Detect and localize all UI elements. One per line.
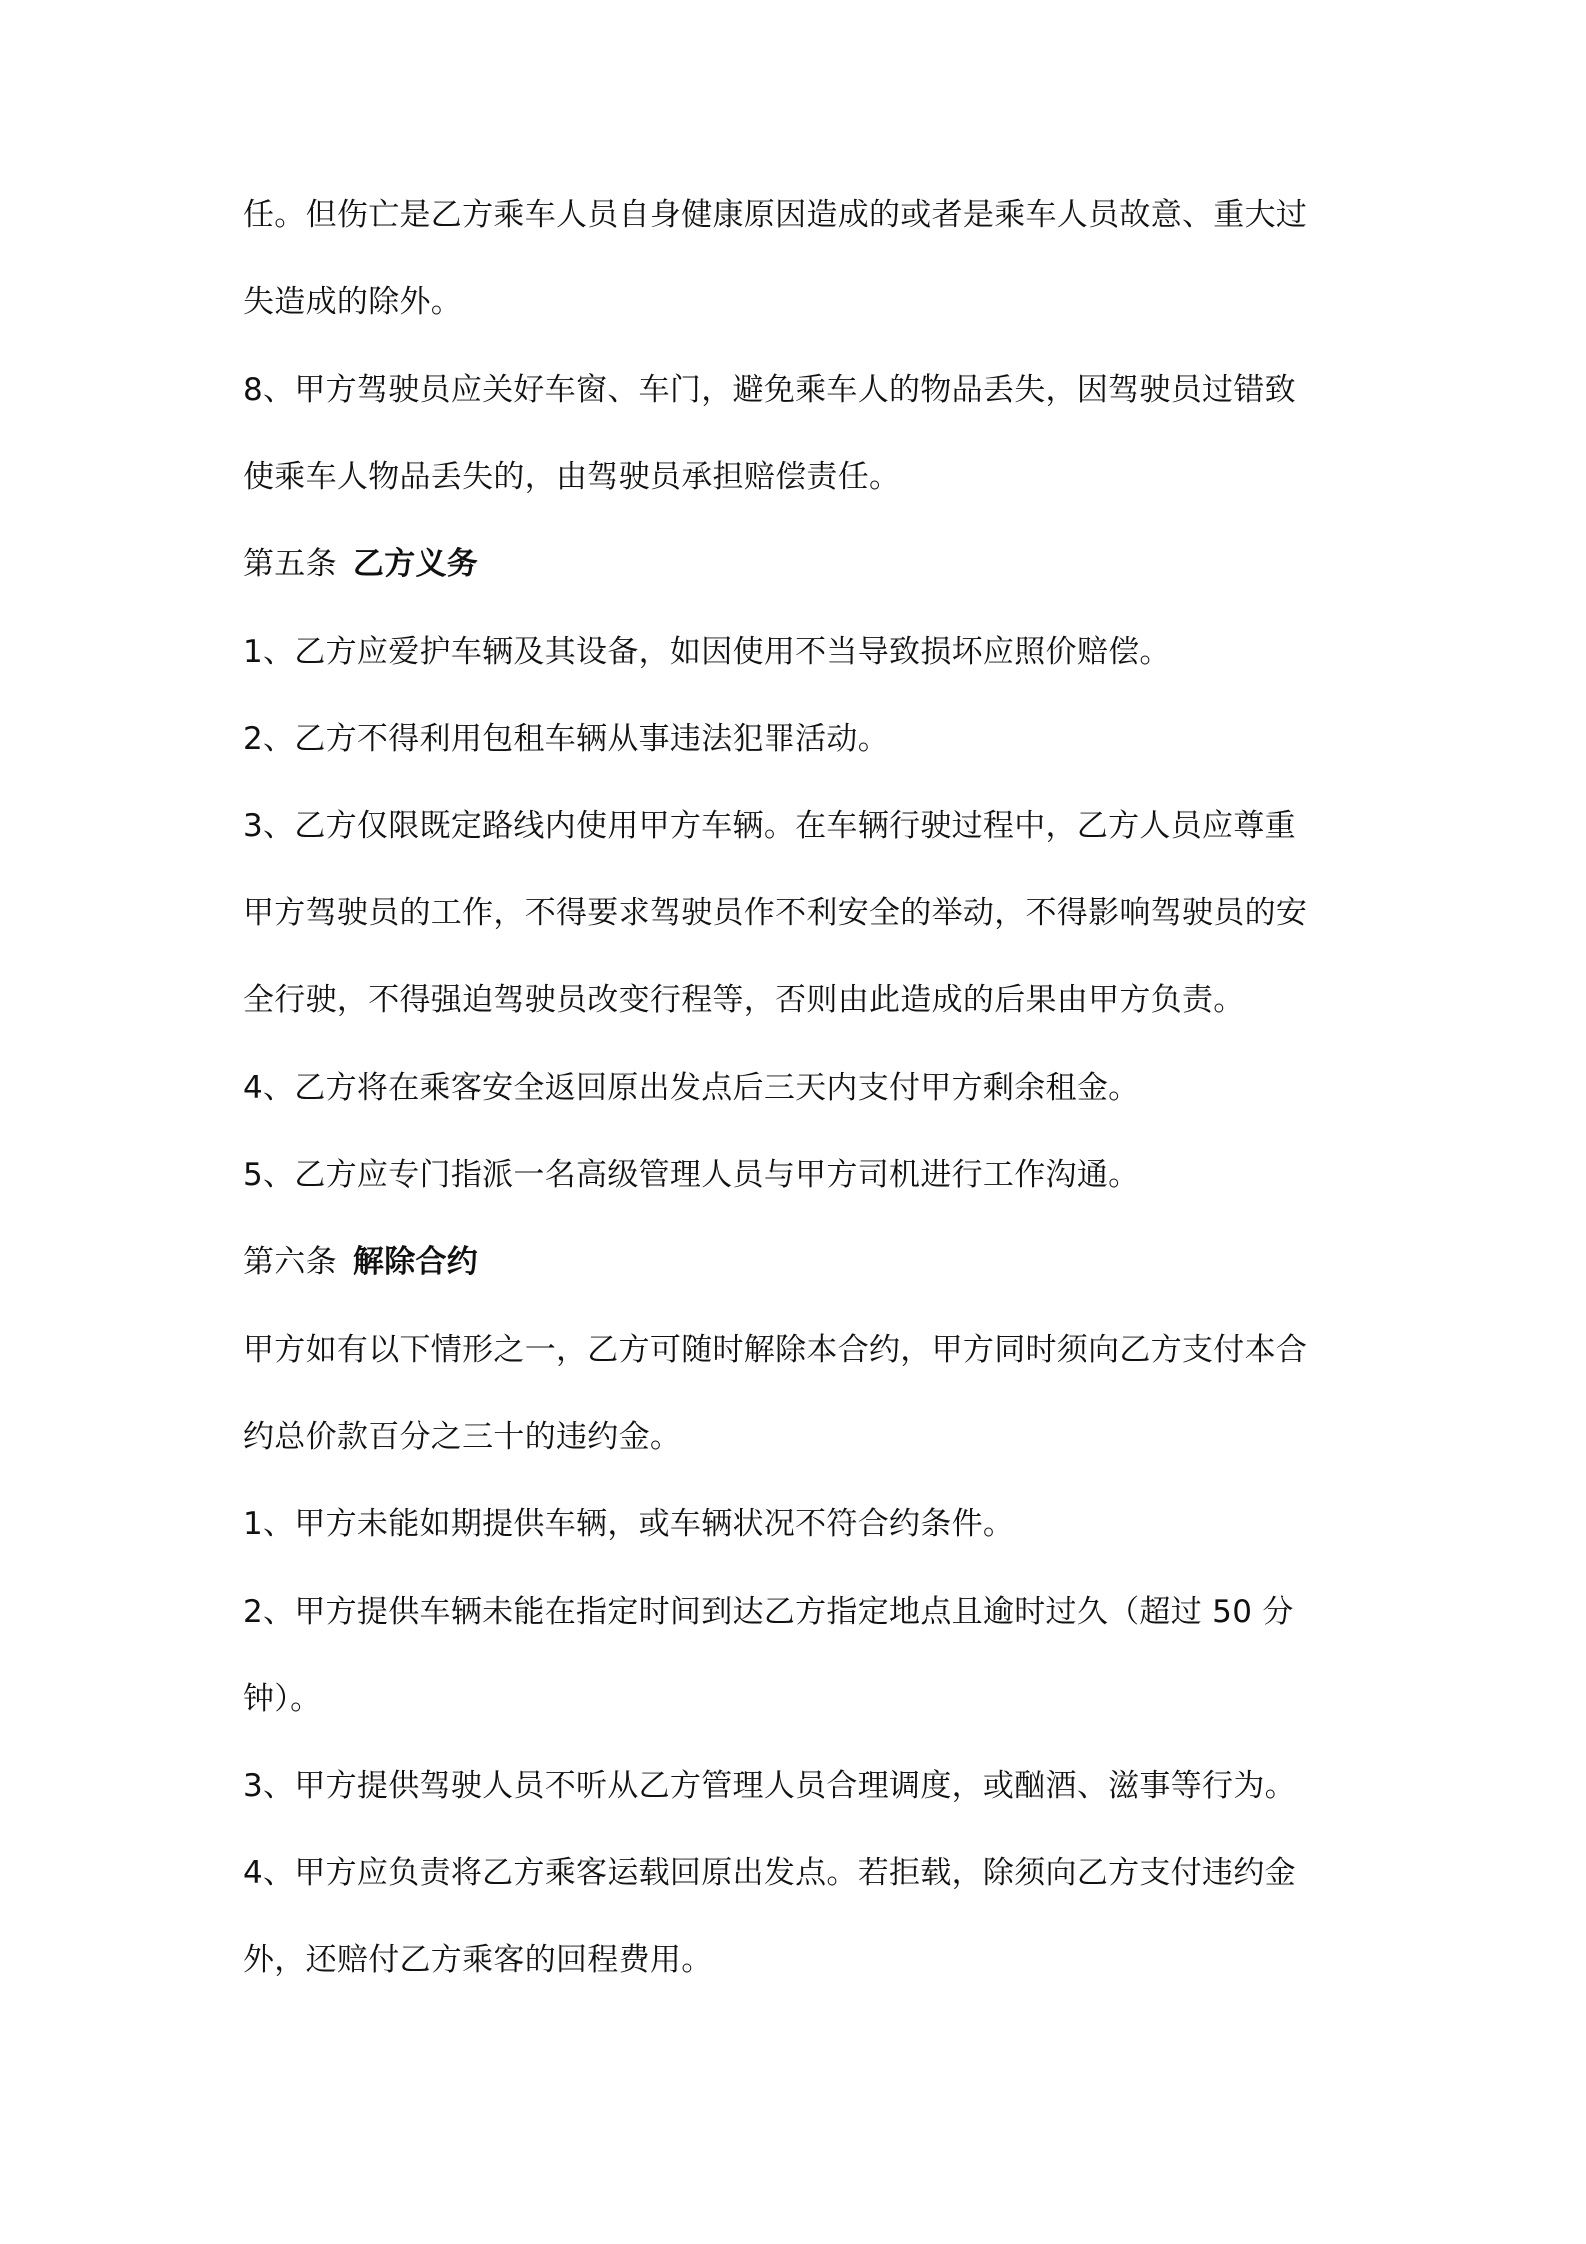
article-title: 乙方义务 [352,546,479,582]
paragraph-line: 5、乙方应专门指派一名高级管理人员与甲方司机进行工作沟通。 [243,1157,1140,1193]
paragraph-line: 1、乙方应爱护车辆及其设备，如因使用不当导致损坏应照价赔偿。 [243,634,1171,670]
paragraph-line: 2、甲方提供车辆未能在指定时间到达乙方指定地点且逾时过久（超过 50 分 [243,1594,1294,1630]
paragraph-line: 1、甲方未能如期提供车辆，或车辆状况不符合约条件。 [243,1506,1015,1542]
paragraph-line: 甲方驾驶员的工作，不得要求驾驶员作不利安全的举动，不得影响驾驶员的安 [243,895,1308,931]
article-5-heading [243,544,1373,584]
paragraph-line: 任。但伤亡是乙方乘车人员自身健康原因造成的或者是乘车人员故意、重大过 [243,197,1308,233]
paragraph-line: 钟）。 [243,1681,322,1717]
paragraph-line: 失造成的除外。 [243,284,463,320]
paragraph-line: 全行驶，不得强迫驾驶员改变行程等，否则由此造成的后果由甲方负责。 [243,982,1245,1018]
article-number: 第六条 [243,1244,337,1280]
paragraph-line: 2、乙方不得利用包租车辆从事违法犯罪活动。 [243,721,890,757]
paragraph-line: 使乘车人物品丢失的，由驾驶员承担赔偿责任。 [243,459,901,495]
paragraph-line: 4、甲方应负责将乙方乘客运载回原出发点。若拒载，除须向乙方支付违约金 [243,1855,1296,1891]
paragraph-line: 外，还赔付乙方乘客的回程费用。 [243,1942,713,1978]
paragraph-line: 4、乙方将在乘客安全返回原出发点后三天内支付甲方剩余租金。 [243,1070,1140,1106]
article-number: 第五条 [243,546,337,582]
paragraph-line: 8、甲方驾驶员应关好车窗、车门，避免乘车人的物品丢失，因驾驶员过错致 [243,372,1296,408]
paragraph-line: 甲方如有以下情形之一，乙方可随时解除本合约，甲方同时须向乙方支付本合 [243,1332,1308,1368]
article-title: 解除合约 [352,1244,479,1280]
paragraph-line: 3、甲方提供驾驶人员不听从乙方管理人员合理调度，或酗酒、滋事等行为。 [243,1768,1296,1804]
article-6-heading [243,1242,1373,1282]
paragraph-line: 3、乙方仅限既定路线内使用甲方车辆。在车辆行驶过程中，乙方人员应尊重 [243,808,1296,844]
paragraph-line: 约总价款百分之三十的违约金。 [243,1419,682,1455]
